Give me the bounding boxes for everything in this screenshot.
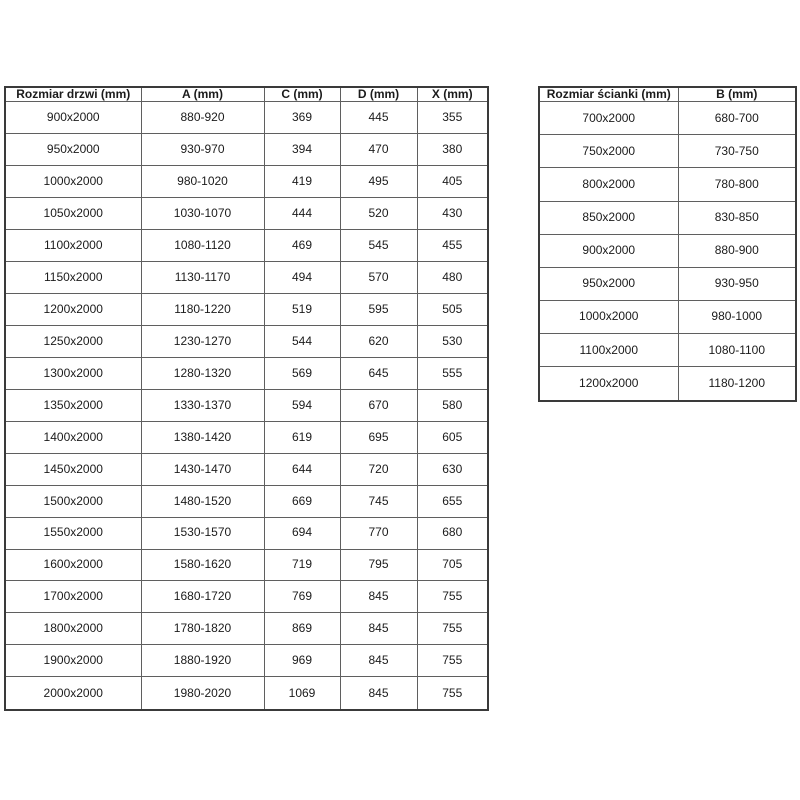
table-cell: 1080-1120	[141, 230, 264, 262]
table-row	[539, 234, 796, 267]
table-row	[5, 453, 488, 485]
table-cell: 545	[340, 230, 417, 262]
table-cell: 719	[264, 549, 340, 581]
table-cell: 1880-1920	[141, 645, 264, 677]
column-header: B (mm)	[678, 87, 796, 102]
table-cell: 980-1000	[678, 300, 796, 333]
table-cell: 1780-1820	[141, 613, 264, 645]
table-cell: 1500x2000	[5, 485, 141, 517]
table-cell: 394	[264, 134, 340, 166]
table-row	[5, 198, 488, 230]
table-cell: 700x2000	[539, 102, 678, 135]
table-cell: 619	[264, 421, 340, 453]
table-cell: 1080-1100	[678, 334, 796, 367]
table-row	[5, 134, 488, 166]
table-cell: 555	[417, 357, 488, 389]
table-cell: 800x2000	[539, 168, 678, 201]
table-cell: 845	[340, 645, 417, 677]
table-cell: 1430-1470	[141, 453, 264, 485]
table-cell: 1130-1170	[141, 261, 264, 293]
table-row	[5, 421, 488, 453]
table-cell: 419	[264, 166, 340, 198]
table-cell: 594	[264, 389, 340, 421]
table-cell: 1700x2000	[5, 581, 141, 613]
table-cell: 1000x2000	[5, 166, 141, 198]
table-cell: 1030-1070	[141, 198, 264, 230]
table-cell: 1280-1320	[141, 357, 264, 389]
header-row	[5, 87, 488, 102]
table-cell: 1380-1420	[141, 421, 264, 453]
table-cell: 569	[264, 357, 340, 389]
table-cell: 1600x2000	[5, 549, 141, 581]
table-cell: 1180-1200	[678, 367, 796, 401]
table-cell: 869	[264, 613, 340, 645]
table-cell: 1230-1270	[141, 325, 264, 357]
table-cell: 1480-1520	[141, 485, 264, 517]
table-cell: 1680-1720	[141, 581, 264, 613]
table-row	[539, 201, 796, 234]
table-cell: 1300x2000	[5, 357, 141, 389]
table-cell: 445	[340, 102, 417, 134]
table-cell: 605	[417, 421, 488, 453]
table-cell: 369	[264, 102, 340, 134]
table-cell: 1200x2000	[539, 367, 678, 401]
table-cell: 769	[264, 581, 340, 613]
table-row	[5, 230, 488, 262]
table-row	[5, 357, 488, 389]
table-cell: 380	[417, 134, 488, 166]
table-row	[5, 517, 488, 549]
column-header: D (mm)	[340, 87, 417, 102]
table-row	[539, 135, 796, 168]
table-cell: 580	[417, 389, 488, 421]
column-header: Rozmiar ścianki (mm)	[539, 87, 678, 102]
table-cell: 655	[417, 485, 488, 517]
table-cell: 595	[340, 293, 417, 325]
column-header: Rozmiar drzwi (mm)	[5, 87, 141, 102]
table-cell: 669	[264, 485, 340, 517]
table-cell: 469	[264, 230, 340, 262]
table-cell: 1069	[264, 677, 340, 710]
table-cell: 830-850	[678, 201, 796, 234]
table-cell: 930-950	[678, 267, 796, 300]
table-row	[5, 485, 488, 517]
table-cell: 519	[264, 293, 340, 325]
table-cell: 1530-1570	[141, 517, 264, 549]
table-cell: 1900x2000	[5, 645, 141, 677]
table-cell: 1800x2000	[5, 613, 141, 645]
table-cell: 755	[417, 677, 488, 710]
table-cell: 695	[340, 421, 417, 453]
table-cell: 1250x2000	[5, 325, 141, 357]
table-cell: 705	[417, 549, 488, 581]
header-row	[539, 87, 796, 102]
table-cell: 570	[340, 261, 417, 293]
table-cell: 1000x2000	[539, 300, 678, 333]
table-row	[539, 168, 796, 201]
table-cell: 505	[417, 293, 488, 325]
table-cell: 495	[340, 166, 417, 198]
table-cell: 644	[264, 453, 340, 485]
table-cell: 544	[264, 325, 340, 357]
table-row	[5, 261, 488, 293]
table-cell: 780-800	[678, 168, 796, 201]
table-cell: 630	[417, 453, 488, 485]
table-cell: 850x2000	[539, 201, 678, 234]
table-cell: 795	[340, 549, 417, 581]
table-cell: 694	[264, 517, 340, 549]
table-cell: 745	[340, 485, 417, 517]
table-cell: 1450x2000	[5, 453, 141, 485]
table-row	[5, 166, 488, 198]
table-row	[5, 613, 488, 645]
table-cell: 900x2000	[539, 234, 678, 267]
table-cell: 645	[340, 357, 417, 389]
table-row	[5, 325, 488, 357]
wall-panel-sizes-table	[538, 86, 797, 402]
table-cell: 520	[340, 198, 417, 230]
table-cell: 755	[417, 581, 488, 613]
table-cell: 845	[340, 613, 417, 645]
table-cell: 670	[340, 389, 417, 421]
table-cell: 680	[417, 517, 488, 549]
table-cell: 845	[340, 677, 417, 710]
table-cell: 980-1020	[141, 166, 264, 198]
table-cell: 494	[264, 261, 340, 293]
table-cell: 480	[417, 261, 488, 293]
table-row	[539, 267, 796, 300]
table-row	[539, 102, 796, 135]
table-cell: 1100x2000	[539, 334, 678, 367]
table-cell: 1100x2000	[5, 230, 141, 262]
table-cell: 1980-2020	[141, 677, 264, 710]
table-cell: 1330-1370	[141, 389, 264, 421]
table-row	[5, 677, 488, 710]
table-cell: 969	[264, 645, 340, 677]
table-cell: 455	[417, 230, 488, 262]
table-cell: 930-970	[141, 134, 264, 166]
table-row	[539, 300, 796, 333]
table-cell: 880-900	[678, 234, 796, 267]
table-row	[539, 334, 796, 367]
table-row	[5, 389, 488, 421]
column-header: A (mm)	[141, 87, 264, 102]
table-cell: 1550x2000	[5, 517, 141, 549]
table-row	[5, 645, 488, 677]
table-cell: 430	[417, 198, 488, 230]
table-cell: 755	[417, 645, 488, 677]
table-cell: 880-920	[141, 102, 264, 134]
table-cell: 770	[340, 517, 417, 549]
table-cell: 755	[417, 613, 488, 645]
table-cell: 845	[340, 581, 417, 613]
table-cell: 1180-1220	[141, 293, 264, 325]
table-cell: 730-750	[678, 135, 796, 168]
table-cell: 470	[340, 134, 417, 166]
table-cell: 1350x2000	[5, 389, 141, 421]
table-cell: 444	[264, 198, 340, 230]
column-header: C (mm)	[264, 87, 340, 102]
table-row	[539, 367, 796, 401]
table-cell: 355	[417, 102, 488, 134]
table-cell: 720	[340, 453, 417, 485]
table-cell: 950x2000	[539, 267, 678, 300]
table-row	[5, 293, 488, 325]
table-cell: 620	[340, 325, 417, 357]
table-cell: 530	[417, 325, 488, 357]
table-cell: 750x2000	[539, 135, 678, 168]
table-cell: 1050x2000	[5, 198, 141, 230]
table-cell: 1150x2000	[5, 261, 141, 293]
table-row	[5, 581, 488, 613]
column-header: X (mm)	[417, 87, 488, 102]
table-row	[5, 549, 488, 581]
table-cell: 680-700	[678, 102, 796, 135]
table-cell: 2000x2000	[5, 677, 141, 710]
table-cell: 1200x2000	[5, 293, 141, 325]
door-sizes-table	[4, 86, 489, 711]
table-cell: 405	[417, 166, 488, 198]
table-cell: 900x2000	[5, 102, 141, 134]
table-cell: 1580-1620	[141, 549, 264, 581]
table-cell: 1400x2000	[5, 421, 141, 453]
table-row	[5, 102, 488, 134]
table-cell: 950x2000	[5, 134, 141, 166]
